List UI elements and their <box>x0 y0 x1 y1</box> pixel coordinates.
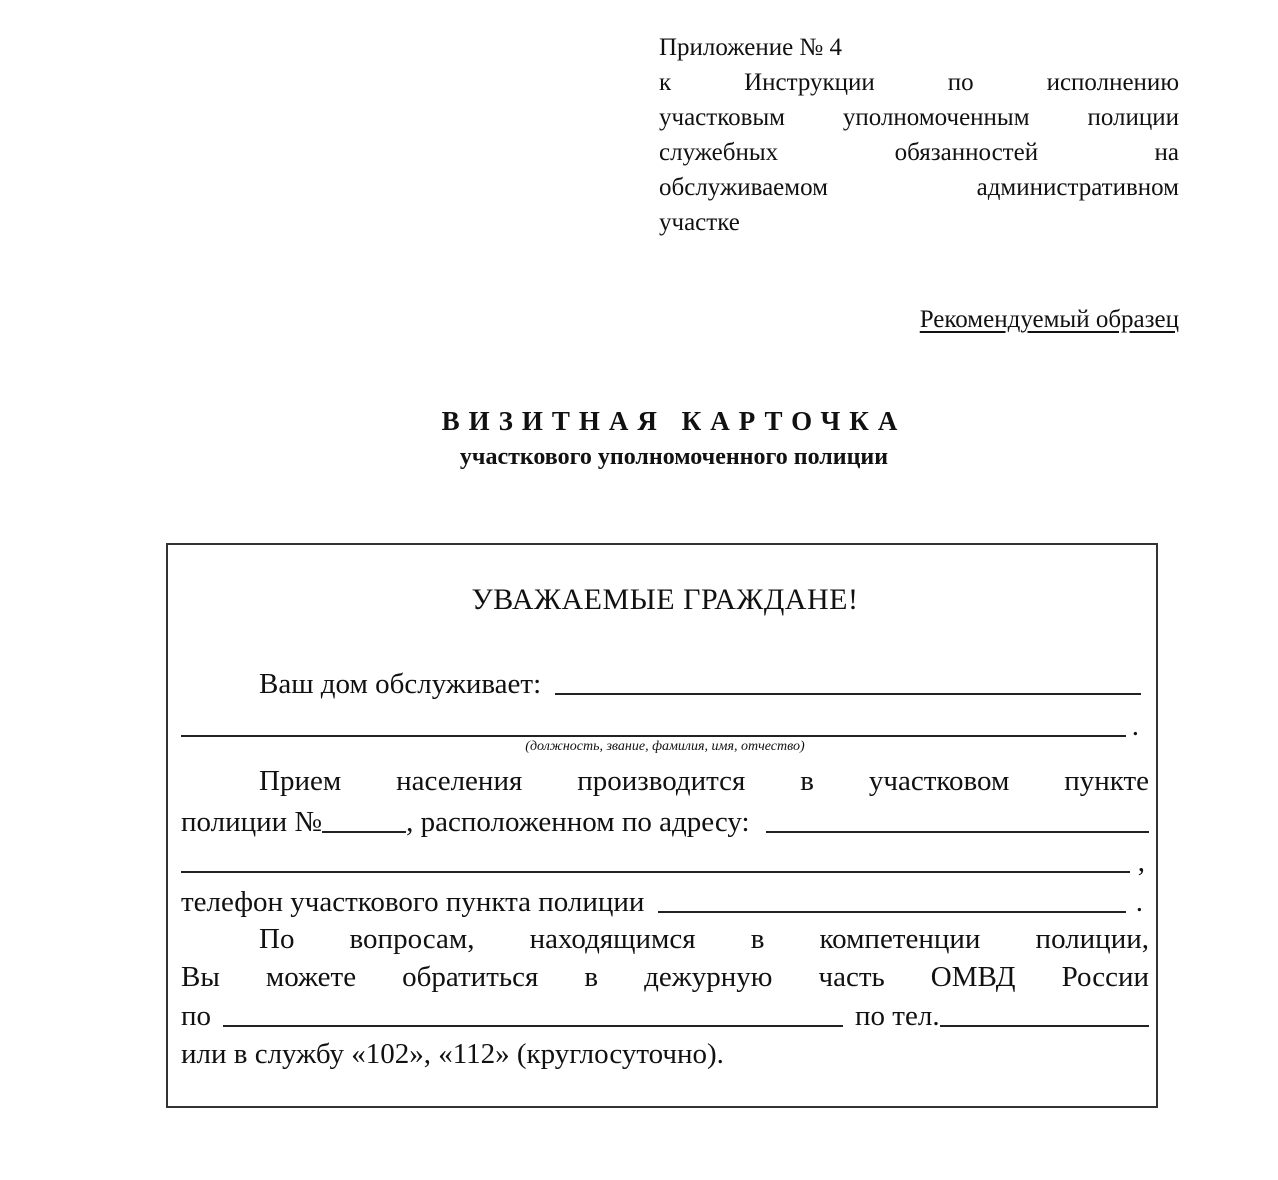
comma-mark: , <box>1137 846 1145 878</box>
duty-phone-blank[interactable] <box>940 1025 1149 1027</box>
duty-unit-blank[interactable] <box>223 1025 843 1027</box>
recommended-sample-label: Рекомендуемый образец <box>919 306 1179 333</box>
duty-unit-label: по <box>181 1000 212 1032</box>
period-mark: . <box>1135 886 1143 918</box>
questions-line-4 <box>181 1031 1149 1071</box>
appendix-line: участковым уполномоченным полиции <box>659 104 1179 131</box>
police-point-phone-blank[interactable] <box>658 911 1125 913</box>
police-point-number-blank[interactable] <box>322 831 406 833</box>
officer-details-row <box>181 703 1149 743</box>
served-by-row <box>181 661 1149 701</box>
officer-name-blank[interactable] <box>555 693 1141 695</box>
served-by-label: Ваш дом обслуживает: <box>259 668 542 700</box>
address-continuation-blank[interactable] <box>181 871 1130 873</box>
appendix-number: Приложение № 4 <box>659 34 843 61</box>
reception-line-1: Прием населения производится в участковом пункте <box>259 765 1149 797</box>
officer-details-blank[interactable] <box>181 735 1126 737</box>
appendix-line: обслуживаемом административном <box>659 174 1179 201</box>
appendix-note <box>659 30 1179 240</box>
police-point-number-label: полиции № <box>181 806 323 838</box>
appendix-line: к Инструкции по исполнению <box>659 69 1179 96</box>
emergency-services-text: или в службу «102», «112» (круглосуточно). <box>181 1038 724 1070</box>
card-greeting: УВАЖАЕМЫЕ ГРАЖДАНЕ! <box>471 583 859 616</box>
officer-details-hint: (должность, звание, фамилия, имя, отчество) <box>525 739 805 754</box>
appendix-line: участке <box>659 209 740 236</box>
police-point-phone-row <box>181 879 1149 919</box>
address-label: , расположенном по адресу: <box>406 806 750 838</box>
period-mark: . <box>1131 710 1139 742</box>
questions-line-2: Вы можете обратиться в дежурную часть ОМВД России <box>181 961 1149 993</box>
appendix-line: служебных обязанностей на <box>659 139 1179 166</box>
address-continuation-row <box>181 839 1149 879</box>
reception-line-2 <box>181 799 1149 839</box>
questions-line-1: По вопросам, находящимся в компетенции полиции, <box>259 923 1149 955</box>
questions-line-3 <box>181 993 1149 1033</box>
document-title: ВИЗИТНАЯ КАРТОЧКА <box>441 406 907 436</box>
police-point-phone-label: телефон участкового пункта полиции <box>181 886 645 918</box>
address-blank[interactable] <box>766 831 1149 833</box>
document-subtitle: участкового уполномоченного полиции <box>459 444 889 470</box>
duty-phone-label: по тел. <box>855 1000 940 1032</box>
business-card <box>166 543 1158 1108</box>
